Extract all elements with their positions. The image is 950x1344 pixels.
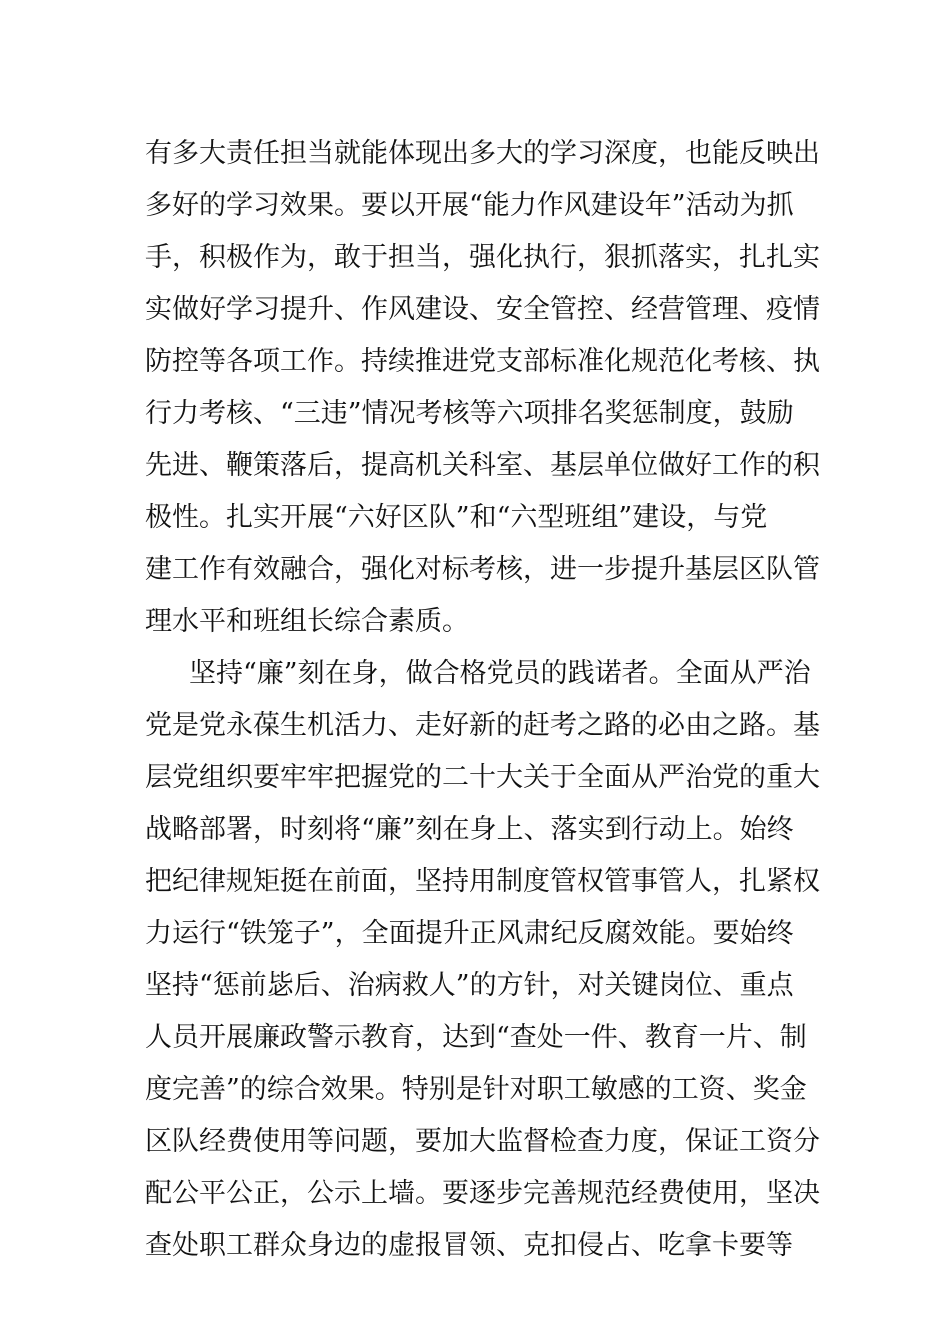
text-line: 查处职工群众身边的虚报冒领、克扣侵占、吃拿卡要等 <box>145 1230 793 1261</box>
text-line: 党是党永葆生机活力、走好新的赶考之路的必由之路。基 <box>145 710 820 741</box>
text-line: 手，积极作为，敢于担当，强化执行，狠抓落实，扎扎实 <box>145 242 820 273</box>
text-line: 防控等各项工作。持续推进党支部标准化规范化考核、执 <box>145 346 820 377</box>
text-line: 战略部署，时刻将“廉”刻在身上、落实到行动上。始终 <box>145 814 794 845</box>
text-line: 区队经费使用等问题，要加大监督检查力度，保证工资分 <box>145 1126 820 1157</box>
text-line: 先进、鞭策落后，提高机关科室、基层单位做好工作的积 <box>145 450 820 481</box>
text-line: 极性。扎实开展“六好区队”和“六型班组”建设，与党 <box>145 502 768 533</box>
text-line: 人员开展廉政警示教育，达到“查处一件、教育一片、制 <box>145 1022 807 1053</box>
text-line: 行力考核、“三违”情况考核等六项排名奖惩制度，鼓励 <box>145 398 794 429</box>
text-line: 力运行“铁笼子”，全面提升正风肃纪反腐效能。要始终 <box>145 918 794 949</box>
text-line: 坚持“惩前毖后、治病救人”的方针，对关键岗位、重点 <box>145 970 794 1001</box>
text-line: 有多大责任担当就能体现出多大的学习深度，也能反映出 <box>145 138 820 169</box>
body-text <box>145 128 820 1272</box>
text-line: 建工作有效融合，强化对标考核，进一步提升基层区队管 <box>145 554 820 585</box>
text-line: 多好的学习效果。要以开展“能力作风建设年”活动为抓 <box>145 190 794 221</box>
text-line: 配公平公正，公示上墙。要逐步完善规范经费使用，坚决 <box>145 1178 820 1209</box>
text-line: 把纪律规矩挺在前面，坚持用制度管权管事管人，扎紧权 <box>145 866 820 897</box>
text-line: 度完善”的综合效果。特别是针对职工敏感的工资、奖金 <box>145 1074 807 1105</box>
text-line: 层党组织要牢牢把握党的二十大关于全面从严治党的重大 <box>145 762 820 793</box>
text-line: 理水平和班组长综合素质。 <box>145 606 469 637</box>
paragraph-start-line: 坚持“廉”刻在身，做合格党员的践诺者。全面从严治 <box>189 658 811 689</box>
text-line: 实做好学习提升、作风建设、安全管控、经营管理、疫情 <box>145 294 820 325</box>
